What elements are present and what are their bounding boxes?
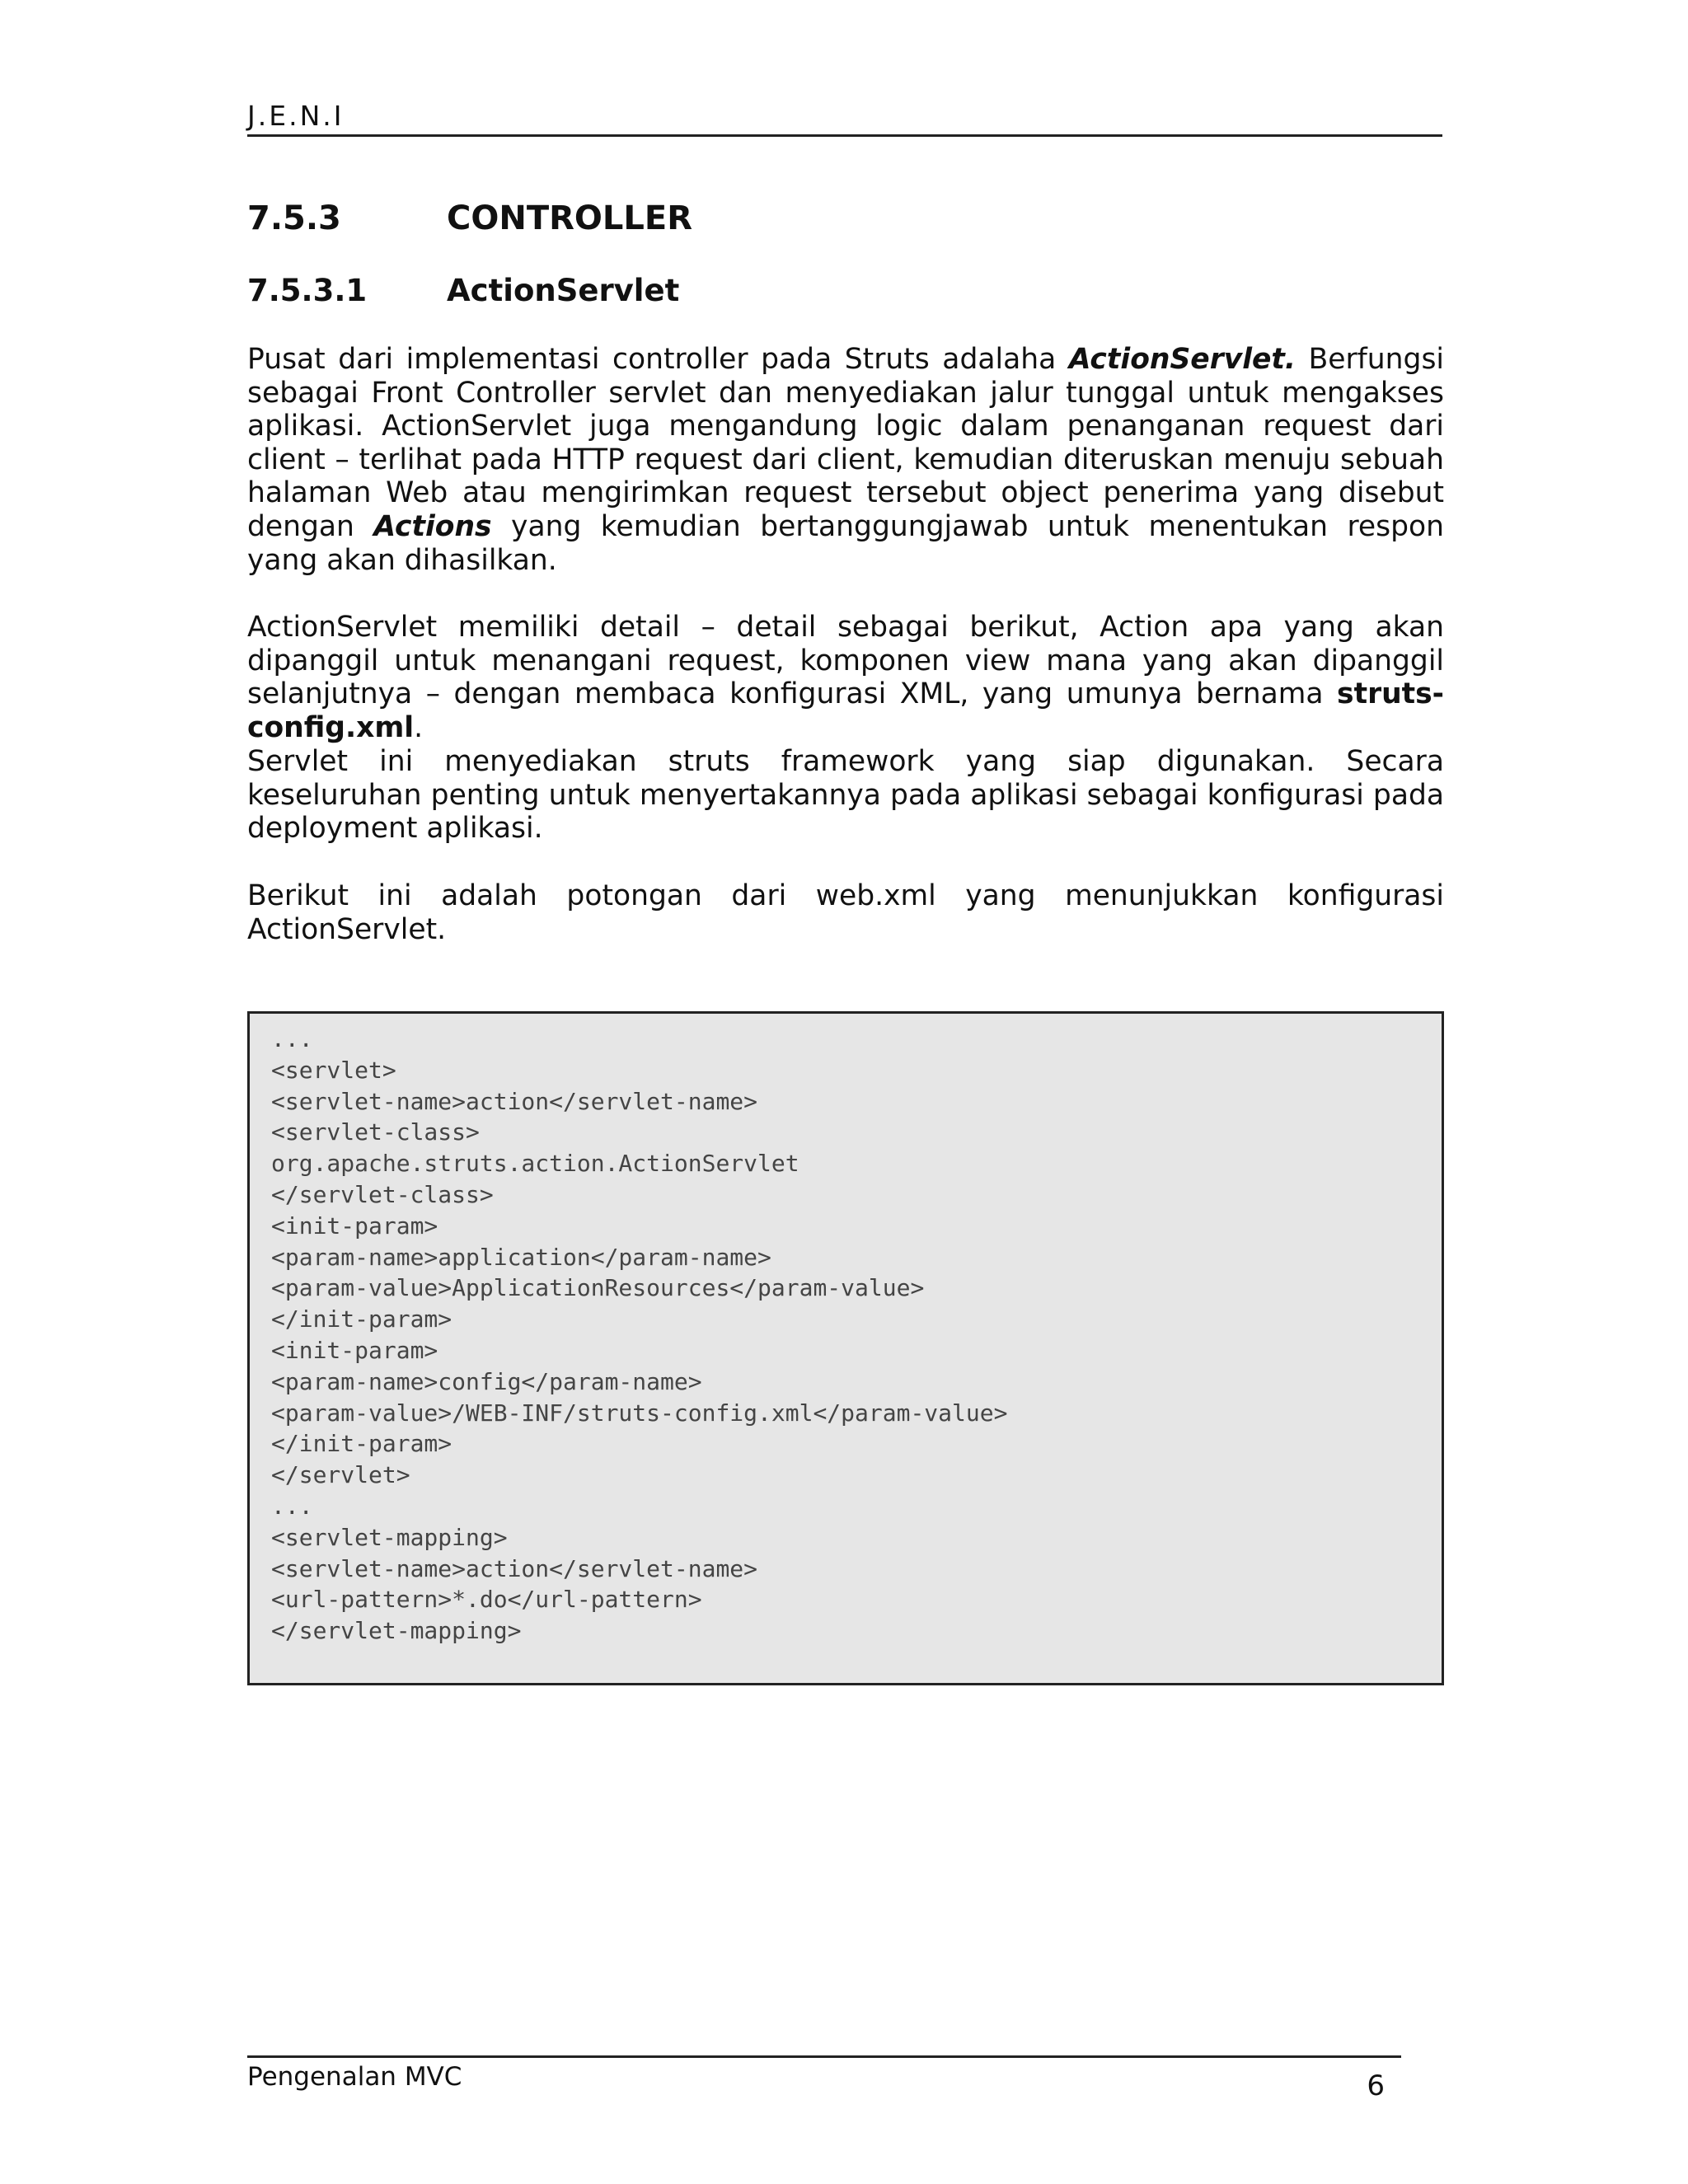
code-line: <init-param> <box>271 1336 438 1364</box>
paragraph-text: ActionServlet memiliki detail – detail sebagai berikut, Action apa yang akan dipanggil untuk menangani request, komponen view mana yang akan dipanggil selanjutnya – dengan membaca konfigurasi XML, yang umunya bernama <box>247 611 1444 711</box>
code-line: <servlet-name>action</servlet-name> <box>271 1087 758 1115</box>
subsection-number: 7.5.3.1 <box>247 273 368 308</box>
paragraph-actionservlet-details <box>247 611 1444 744</box>
code-line: <param-name>config</param-name> <box>271 1367 702 1395</box>
code-line: </servlet> <box>271 1461 410 1489</box>
page-number: 6 <box>1367 2069 1385 2102</box>
paragraph-text: . <box>414 710 424 744</box>
code-line: </init-param> <box>271 1305 452 1333</box>
code-line: </servlet-mapping> <box>271 1617 522 1645</box>
paragraph-webxml-intro: Berikut ini adalah potongan dari web.xml yang menunjukkan konfigurasi ActionServlet. <box>247 879 1444 946</box>
code-line: <servlet-name>action</servlet-name> <box>271 1554 758 1582</box>
emphasis-actionservlet: ActionServlet. <box>1068 343 1296 376</box>
code-line: ... <box>271 1492 313 1520</box>
paragraph-actionservlet-intro <box>247 343 1444 577</box>
code-line: </servlet-class> <box>271 1180 494 1208</box>
code-line: <init-param> <box>271 1212 438 1240</box>
subsection-title: ActionServlet <box>447 273 680 308</box>
page-footer <box>247 2055 1401 2105</box>
code-line: <servlet> <box>271 1056 396 1084</box>
section-title: CONTROLLER <box>447 199 693 237</box>
code-line: <servlet-mapping> <box>271 1523 508 1551</box>
code-line: <param-name>application</param-name> <box>271 1243 771 1271</box>
code-block <box>247 1011 1444 1685</box>
code-line: ... <box>271 1025 313 1052</box>
code-line: <param-value>ApplicationResources</param-value> <box>271 1274 925 1302</box>
paragraph-text: yang kemudian bertanggungjawab untuk menentukan respon yang akan dihasilkan. <box>247 509 1444 577</box>
code-line: org.apache.struts.action.ActionServlet <box>271 1150 799 1178</box>
paragraph-text: Pusat dari implementasi controller pada Struts adalaha <box>247 343 1069 376</box>
code-line: </init-param> <box>271 1430 452 1458</box>
paragraph-text: Berfungsi sebagai Front Controller servlet dan menyediakan jalur tunggal untuk mengakses aplikasi. ActionServlet juga mengandung logic dalam penanganan request dari client – terlihat pada HTTP request dari client, kemudian diteruskan menuju sebuah halaman Web atau mengirimkan request tersebut object penerima yang disebut dengan <box>247 343 1444 543</box>
footer-title: Pengenalan MVC <box>247 2062 462 2092</box>
page-header <box>247 97 1442 137</box>
code-line: <servlet-class> <box>271 1118 480 1146</box>
code-line: <param-value>/WEB-INF/struts-config.xml</param-value> <box>271 1399 1008 1427</box>
code-line: <url-pattern>*.do</url-pattern> <box>271 1586 702 1614</box>
section-number: 7.5.3 <box>247 199 341 237</box>
paragraph-servlet-framework: Servlet ini menyediakan struts framework yang siap digunakan. Secara keseluruhan penting untuk menyertakannya pada aplikasi sebagai konfigurasi pada deployment aplikasi. <box>247 745 1444 846</box>
header-text: J.E.N.I <box>247 100 345 132</box>
emphasis-actions: Actions <box>373 509 492 543</box>
emphasis-struts-config: struts-config.xml <box>247 677 1444 744</box>
